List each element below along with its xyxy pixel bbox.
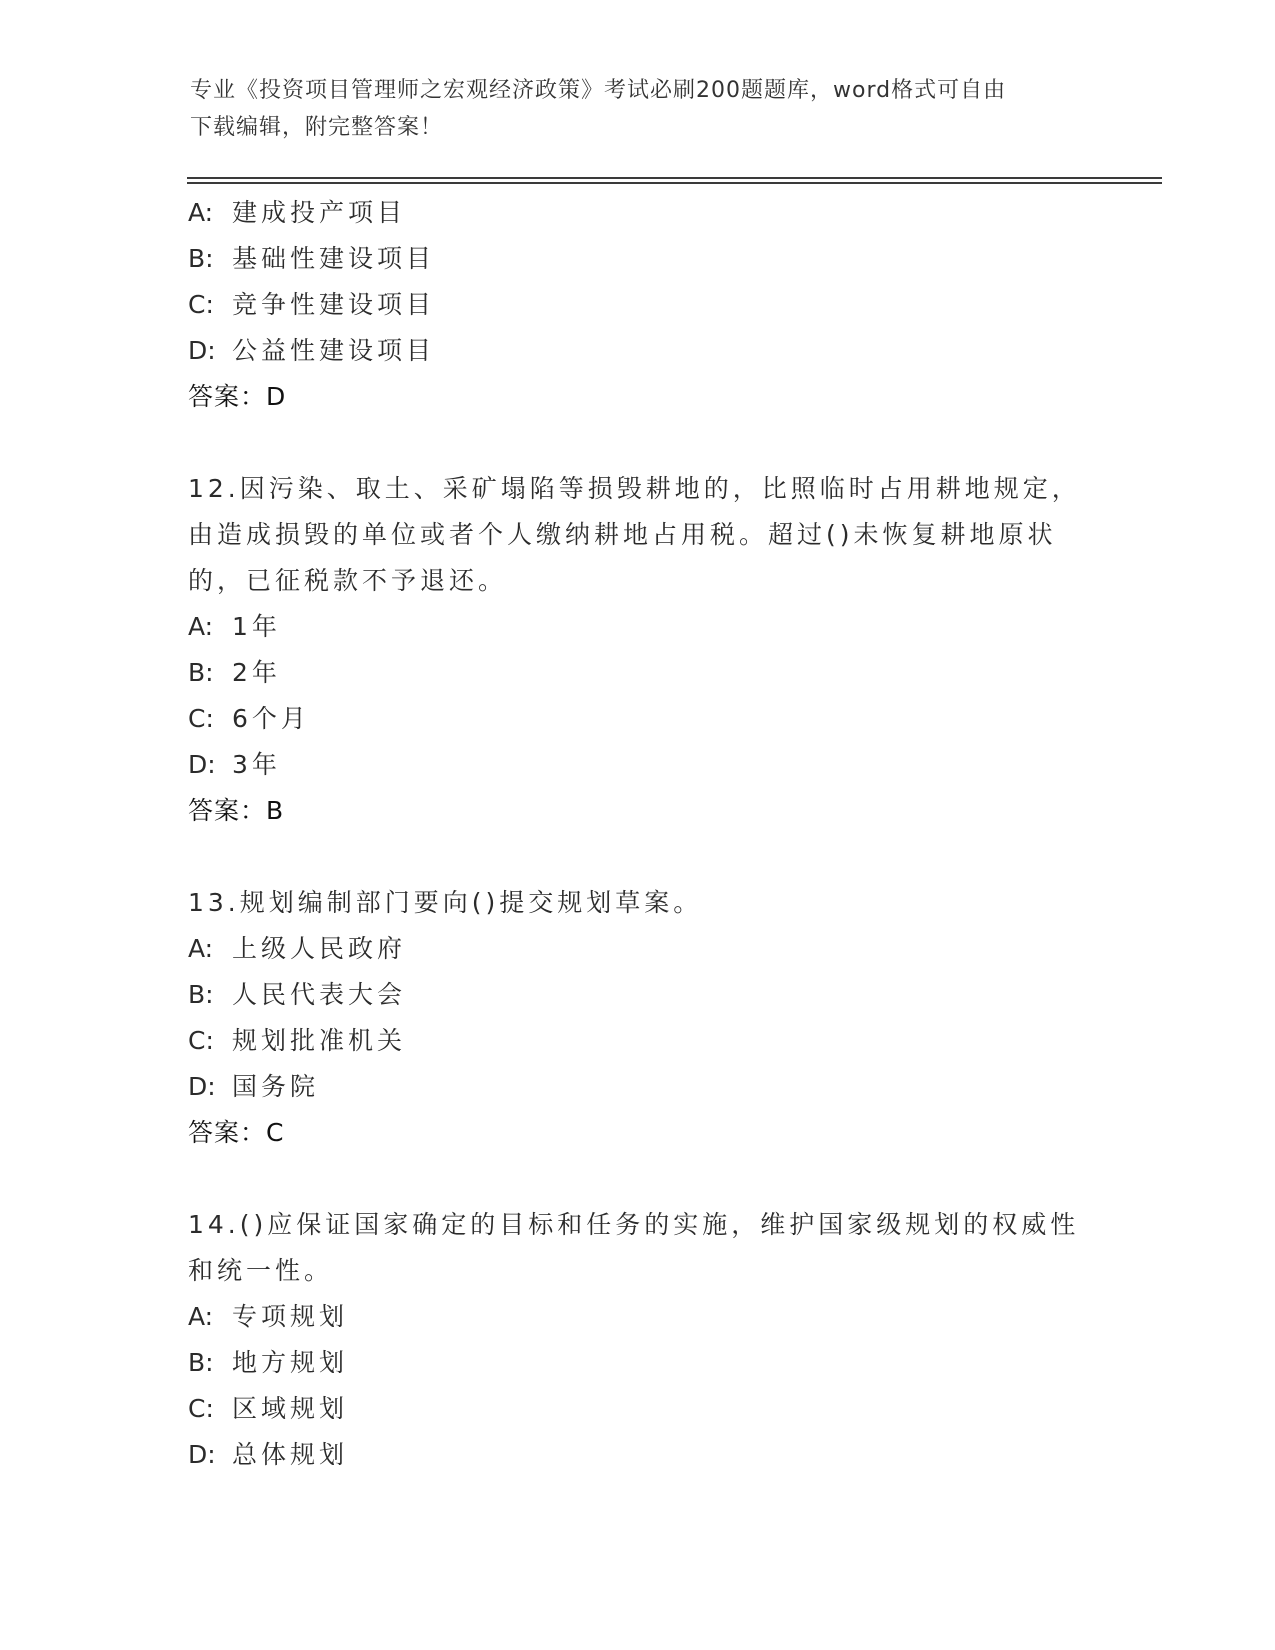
option-text: 基础性建设项目 <box>232 244 436 273</box>
option-key: D: <box>188 1440 216 1469</box>
option-text: 规划批准机关 <box>232 1026 407 1055</box>
header-rule-bottom <box>187 182 1162 184</box>
option-key: B: <box>188 658 214 687</box>
spacer <box>188 834 1088 880</box>
option-text: 建成投产项目 <box>232 198 407 227</box>
option-key: C: <box>188 290 214 319</box>
question-13-block <box>188 880 1088 1156</box>
option-b <box>188 236 1088 282</box>
option-text: 上级人民政府 <box>232 934 407 963</box>
option-key: A: <box>188 1302 214 1331</box>
option-d <box>188 328 1088 374</box>
option-a <box>188 926 1088 972</box>
option-key: B: <box>188 980 214 1009</box>
option-c <box>188 1386 1088 1432</box>
option-c <box>188 282 1088 328</box>
option-key: C: <box>188 1394 214 1423</box>
question-text-line: 和统一性。 <box>188 1256 334 1285</box>
option-text: 国务院 <box>232 1072 320 1101</box>
option-d <box>188 742 1088 788</box>
option-text: 6个月 <box>232 704 310 733</box>
option-a <box>188 190 1088 236</box>
spacer <box>188 420 1088 466</box>
question-content <box>188 190 1088 1478</box>
option-key: D: <box>188 336 216 365</box>
answer: 答案：D <box>188 382 287 411</box>
header-line-1: 专业《投资项目管理师之宏观经济政策》考试必刷200题题库，word格式可自由 <box>190 78 1007 103</box>
question-text-line: 14.()应保证国家确定的目标和任务的实施，维护国家级规划的权威性 <box>188 1210 1080 1239</box>
question-11-block <box>188 190 1088 420</box>
question-text-line: 由造成损毁的单位或者个人缴纳耕地占用税。超过()未恢复耕地原状 <box>188 520 1057 549</box>
answer: 答案：B <box>188 796 285 825</box>
spacer <box>188 1156 1088 1202</box>
option-a <box>188 604 1088 650</box>
question-12-block <box>188 466 1088 834</box>
option-c <box>188 696 1088 742</box>
option-text: 地方规划 <box>232 1348 349 1377</box>
option-key: C: <box>188 704 214 733</box>
option-key: B: <box>188 244 214 273</box>
option-text: 1年 <box>232 612 281 641</box>
option-text: 竞争性建设项目 <box>232 290 436 319</box>
option-b <box>188 650 1088 696</box>
option-text: 区域规划 <box>232 1394 349 1423</box>
header-rule-top <box>187 177 1162 179</box>
question-14-block <box>188 1202 1088 1478</box>
option-text: 人民代表大会 <box>232 980 407 1009</box>
option-key: D: <box>188 1072 216 1101</box>
option-text: 总体规划 <box>232 1440 349 1469</box>
option-d <box>188 1064 1088 1110</box>
question-text-line: 13.规划编制部门要向()提交规划草案。 <box>188 888 703 917</box>
document-header <box>190 72 1090 146</box>
answer: 答案：C <box>188 1118 285 1147</box>
option-c <box>188 1018 1088 1064</box>
option-text: 2年 <box>232 658 281 687</box>
option-key: A: <box>188 612 214 641</box>
option-key: B: <box>188 1348 214 1377</box>
option-key: C: <box>188 1026 214 1055</box>
option-key: A: <box>188 198 214 227</box>
option-b <box>188 972 1088 1018</box>
question-text-line: 12.因污染、取土、采矿塌陷等损毁耕地的，比照临时占用耕地规定， <box>188 474 1081 503</box>
option-text: 3年 <box>232 750 281 779</box>
option-text: 专项规划 <box>232 1302 349 1331</box>
question-text-line: 的，已征税款不予退还。 <box>188 566 508 595</box>
option-text: 公益性建设项目 <box>232 336 436 365</box>
option-d <box>188 1432 1088 1478</box>
option-b <box>188 1340 1088 1386</box>
option-key: A: <box>188 934 214 963</box>
option-a <box>188 1294 1088 1340</box>
option-key: D: <box>188 750 216 779</box>
header-line-2: 下载编辑，附完整答案！ <box>190 115 444 140</box>
